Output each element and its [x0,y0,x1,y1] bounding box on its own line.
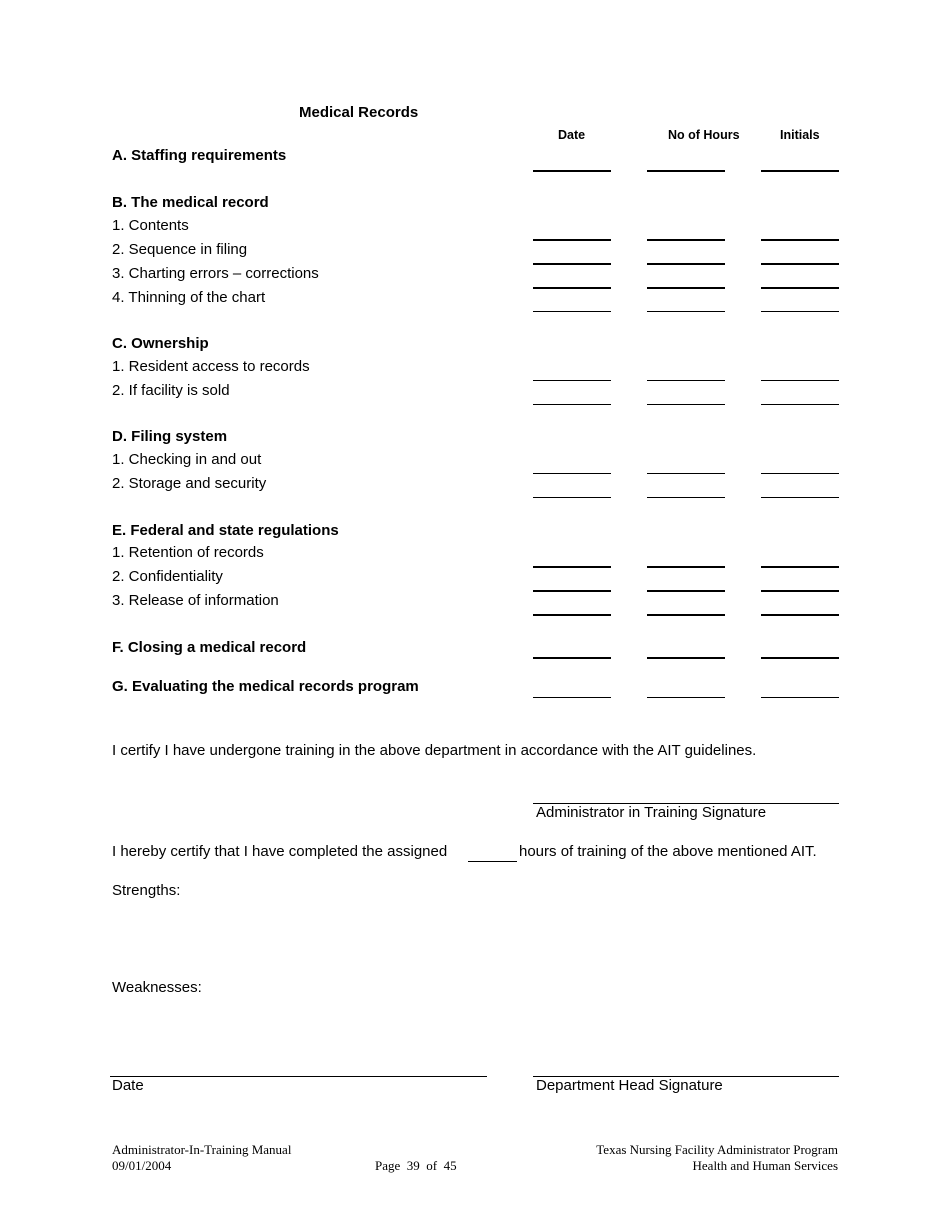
ait-signature-label: Administrator in Training Signature [536,804,767,821]
page-title: Medical Records [299,104,419,121]
entry-line-hours[interactable] [647,657,725,659]
hours-certify-suffix: hours of training of the above mentioned AIT. [519,843,817,860]
footer-agency: Health and Human Services [692,1158,838,1173]
entry-line-initials[interactable] [761,473,839,474]
entry-line-date[interactable] [533,657,611,659]
entry-line-hours[interactable] [647,473,725,474]
entry-line-date[interactable] [533,590,611,592]
entry-line-date[interactable] [533,566,611,568]
entry-line-initials[interactable] [761,566,839,568]
certify-statement: I certify I have undergone training in the above department in accordance with the AIT guidelines. [112,742,757,759]
entry-line-date[interactable] [533,380,611,381]
date-label: Date [112,1077,144,1094]
entry-line-initials[interactable] [761,590,839,592]
footer-date: 09/01/2004 [112,1158,172,1173]
section-d-item-2: 2. Storage and security [112,475,267,492]
column-header-date: Date [558,128,586,142]
footer-program: Texas Nursing Facility Administrator Program [596,1142,838,1157]
column-header-hours: No of Hours [668,128,740,142]
footer-manual: Administrator-In-Training Manual [112,1142,292,1157]
dept-head-signature-label: Department Head Signature [536,1077,723,1094]
entry-line-initials[interactable] [761,404,839,405]
entry-line-date[interactable] [533,497,611,498]
assigned-hours-field[interactable] [468,861,517,862]
entry-line-date[interactable] [533,287,611,289]
section-e-item-2: 2. Confidentiality [112,568,223,585]
entry-line-hours[interactable] [647,287,725,289]
entry-line-hours[interactable] [647,263,725,265]
entry-line-date[interactable] [533,239,611,241]
section-e-item-1: 1. Retention of records [112,544,264,561]
entry-line-initials[interactable] [761,697,839,698]
section-f-title: F. Closing a medical record [112,639,307,656]
entry-line-initials[interactable] [761,380,839,381]
entry-line-hours[interactable] [647,566,725,568]
section-b-title: B. The medical record [112,194,269,211]
section-b-item-2: 2. Sequence in filing [112,241,248,258]
section-g-title: G. Evaluating the medical records program [112,678,419,695]
column-header-initials: Initials [780,128,820,142]
entry-line-initials[interactable] [761,497,839,498]
section-a-title: A. Staffing requirements [112,147,287,164]
section-b-item-3: 3. Charting errors – corrections [112,265,319,282]
entry-line-initials[interactable] [761,311,839,312]
section-b-item-4: 4. Thinning of the chart [112,289,266,306]
entry-line-hours[interactable] [647,497,725,498]
entry-line-initials[interactable] [761,657,839,659]
section-c-title: C. Ownership [112,335,209,352]
entry-line-hours[interactable] [647,614,725,616]
entry-line-hours[interactable] [647,590,725,592]
section-c-item-1: 1. Resident access to records [112,358,310,375]
entry-line-initials[interactable] [761,263,839,265]
entry-line-hours[interactable] [647,170,725,172]
entry-line-hours[interactable] [647,239,725,241]
section-d-title: D. Filing system [112,428,228,445]
entry-line-date[interactable] [533,311,611,312]
strengths-label: Strengths: [112,882,181,899]
entry-line-date[interactable] [533,170,611,172]
entry-line-initials[interactable] [761,614,839,616]
entry-line-hours[interactable] [647,311,725,312]
date-signature-line[interactable] [110,1076,487,1077]
section-e-item-3: 3. Release of information [112,592,279,609]
entry-line-initials[interactable] [761,287,839,289]
entry-line-initials[interactable] [761,239,839,241]
section-d-item-1: 1. Checking in and out [112,451,262,468]
entry-line-hours[interactable] [647,380,725,381]
entry-line-date[interactable] [533,614,611,616]
hours-certify-prefix: I hereby certify that I have completed the assigned [112,843,448,860]
section-b-item-1: 1. Contents [112,217,189,234]
entry-line-date[interactable] [533,404,611,405]
section-e-title: E. Federal and state regulations [112,522,339,539]
entry-line-hours[interactable] [647,404,725,405]
entry-line-date[interactable] [533,473,611,474]
weaknesses-label: Weaknesses: [112,979,202,996]
section-c-item-2: 2. If facility is sold [112,382,230,399]
entry-line-date[interactable] [533,697,611,698]
entry-line-hours[interactable] [647,697,725,698]
footer-page-number: Page 39 of 45 [375,1158,457,1173]
entry-line-date[interactable] [533,263,611,265]
entry-line-initials[interactable] [761,170,839,172]
